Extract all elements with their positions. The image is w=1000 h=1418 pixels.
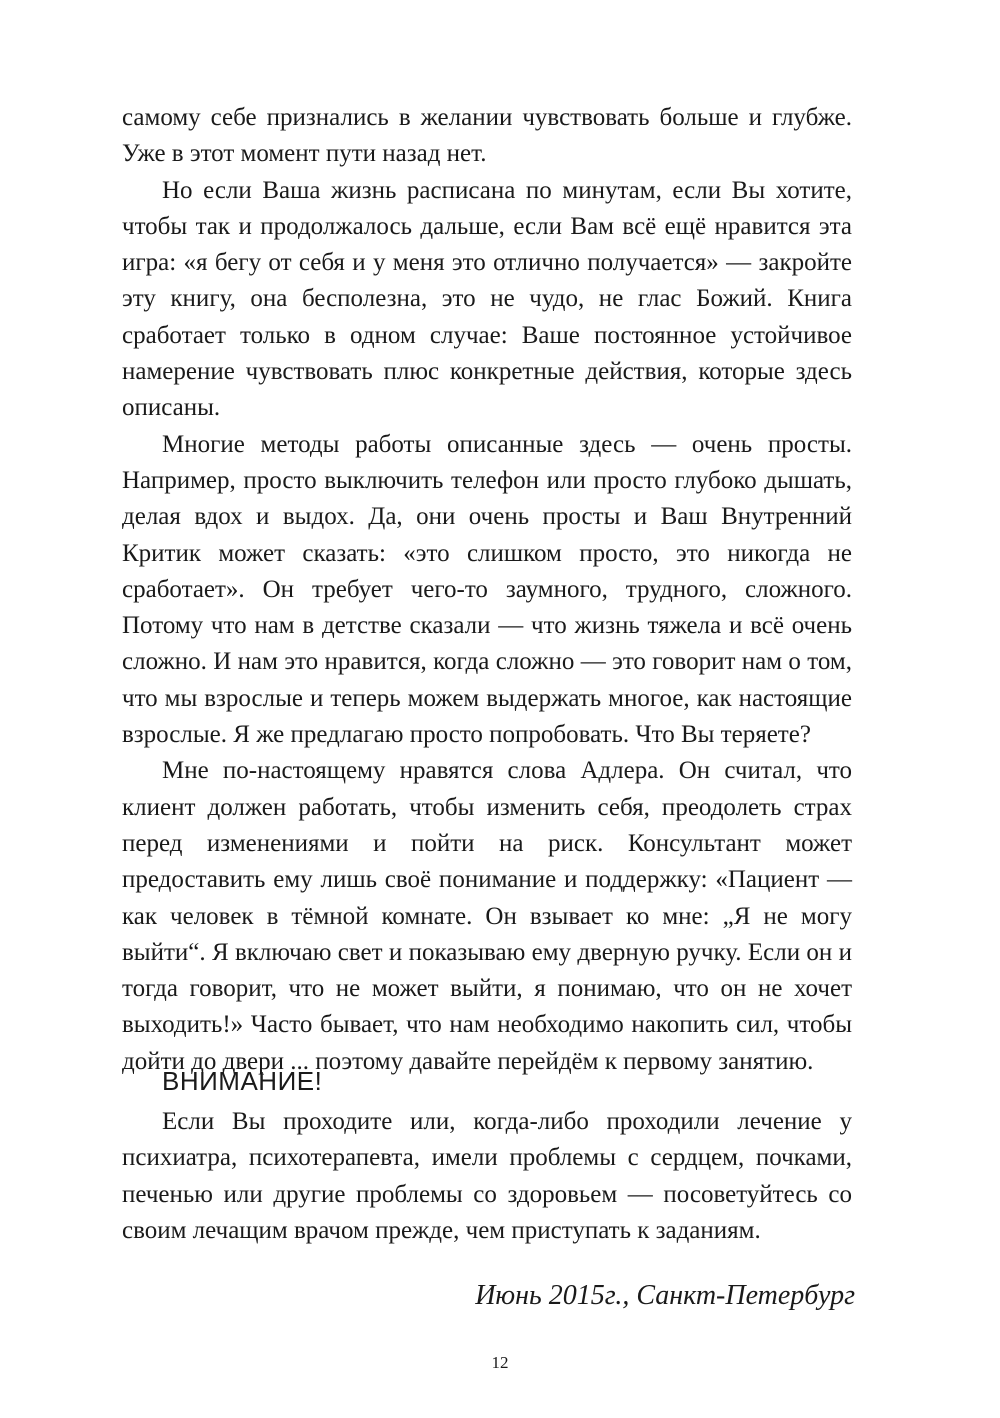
page-number: 12 xyxy=(491,1353,509,1372)
paragraph-1: самому себе признались в желании чувствовать больше и глубже. Уже в этот момент пути назад нет. xyxy=(122,104,852,168)
notice-block xyxy=(122,1104,852,1249)
main-text xyxy=(122,100,852,1080)
signature-date-place: Июнь 2015г., Санкт-Петербург xyxy=(475,1280,855,1311)
notice-heading: ВНИМАНИЕ! xyxy=(162,1066,323,1096)
notice-text: Если Вы проходите или, когда-либо проходили лечение у психиатра, психотерапевта, имели проблемы с сердцем, почками, печенью или другие проблемы со здоровьем — посоветуйтесь со своим лечащим врачом прежде, чем приступать к заданиям. xyxy=(122,1108,852,1244)
paragraph-4: Мне по-настоящему нравятся слова Адлера. Он считал, что клиент должен работать, чтобы изменить себя, преодолеть страх перед изменениями и пойти на риск. Консультант может предоставить ему лишь своё понимание и поддержку: «Пациент — как человек в тёмной комнате. Он взывает ко мне: „Я не могу выйти“. Я включаю свет и показываю ему дверную ручку. Если он и тогда говорит, что не может выйти, я понимаю, что он не хочет выходить!» Часто бывает, что нам необходимо накопить сил, чтобы дойти до двери ... поэтому давайте перейдём к первому занятию. xyxy=(122,757,852,1075)
paragraph-2: Но если Ваша жизнь расписана по минутам, если Вы хотите, чтобы так и продолжалось дальше, если Вам всё ещё нравится эта игра: «я бегу от себя и у меня это отлично получается» — закройте эту книгу, она бесполезна, это не чудо, не глас Божий. Книга сработает только в одном случае: Ваше постоянное устойчивое намерение чувствовать плюс конкретные действия, которые здесь описаны. xyxy=(122,176,852,422)
paragraph-3: Многие методы работы описанные здесь — очень просты. Например, просто выключить телефон или просто глубоко дышать, делая вдох и выдох. Да, они очень просты и Ваш Внутренний Критик может сказать: «это слишком просто, это никогда не сработает». Он требует чего-то заумного, трудного, сложного. Потому что нам в детстве сказали — что жизнь тяжела и всё очень сложно. И нам это нравится, когда сложно — это говорит нам о том, что мы взрослые и теперь можем выдержать многое, как настоящие взрослые. Я же предлагаю просто попробовать. Что Вы теряете? xyxy=(122,430,852,749)
